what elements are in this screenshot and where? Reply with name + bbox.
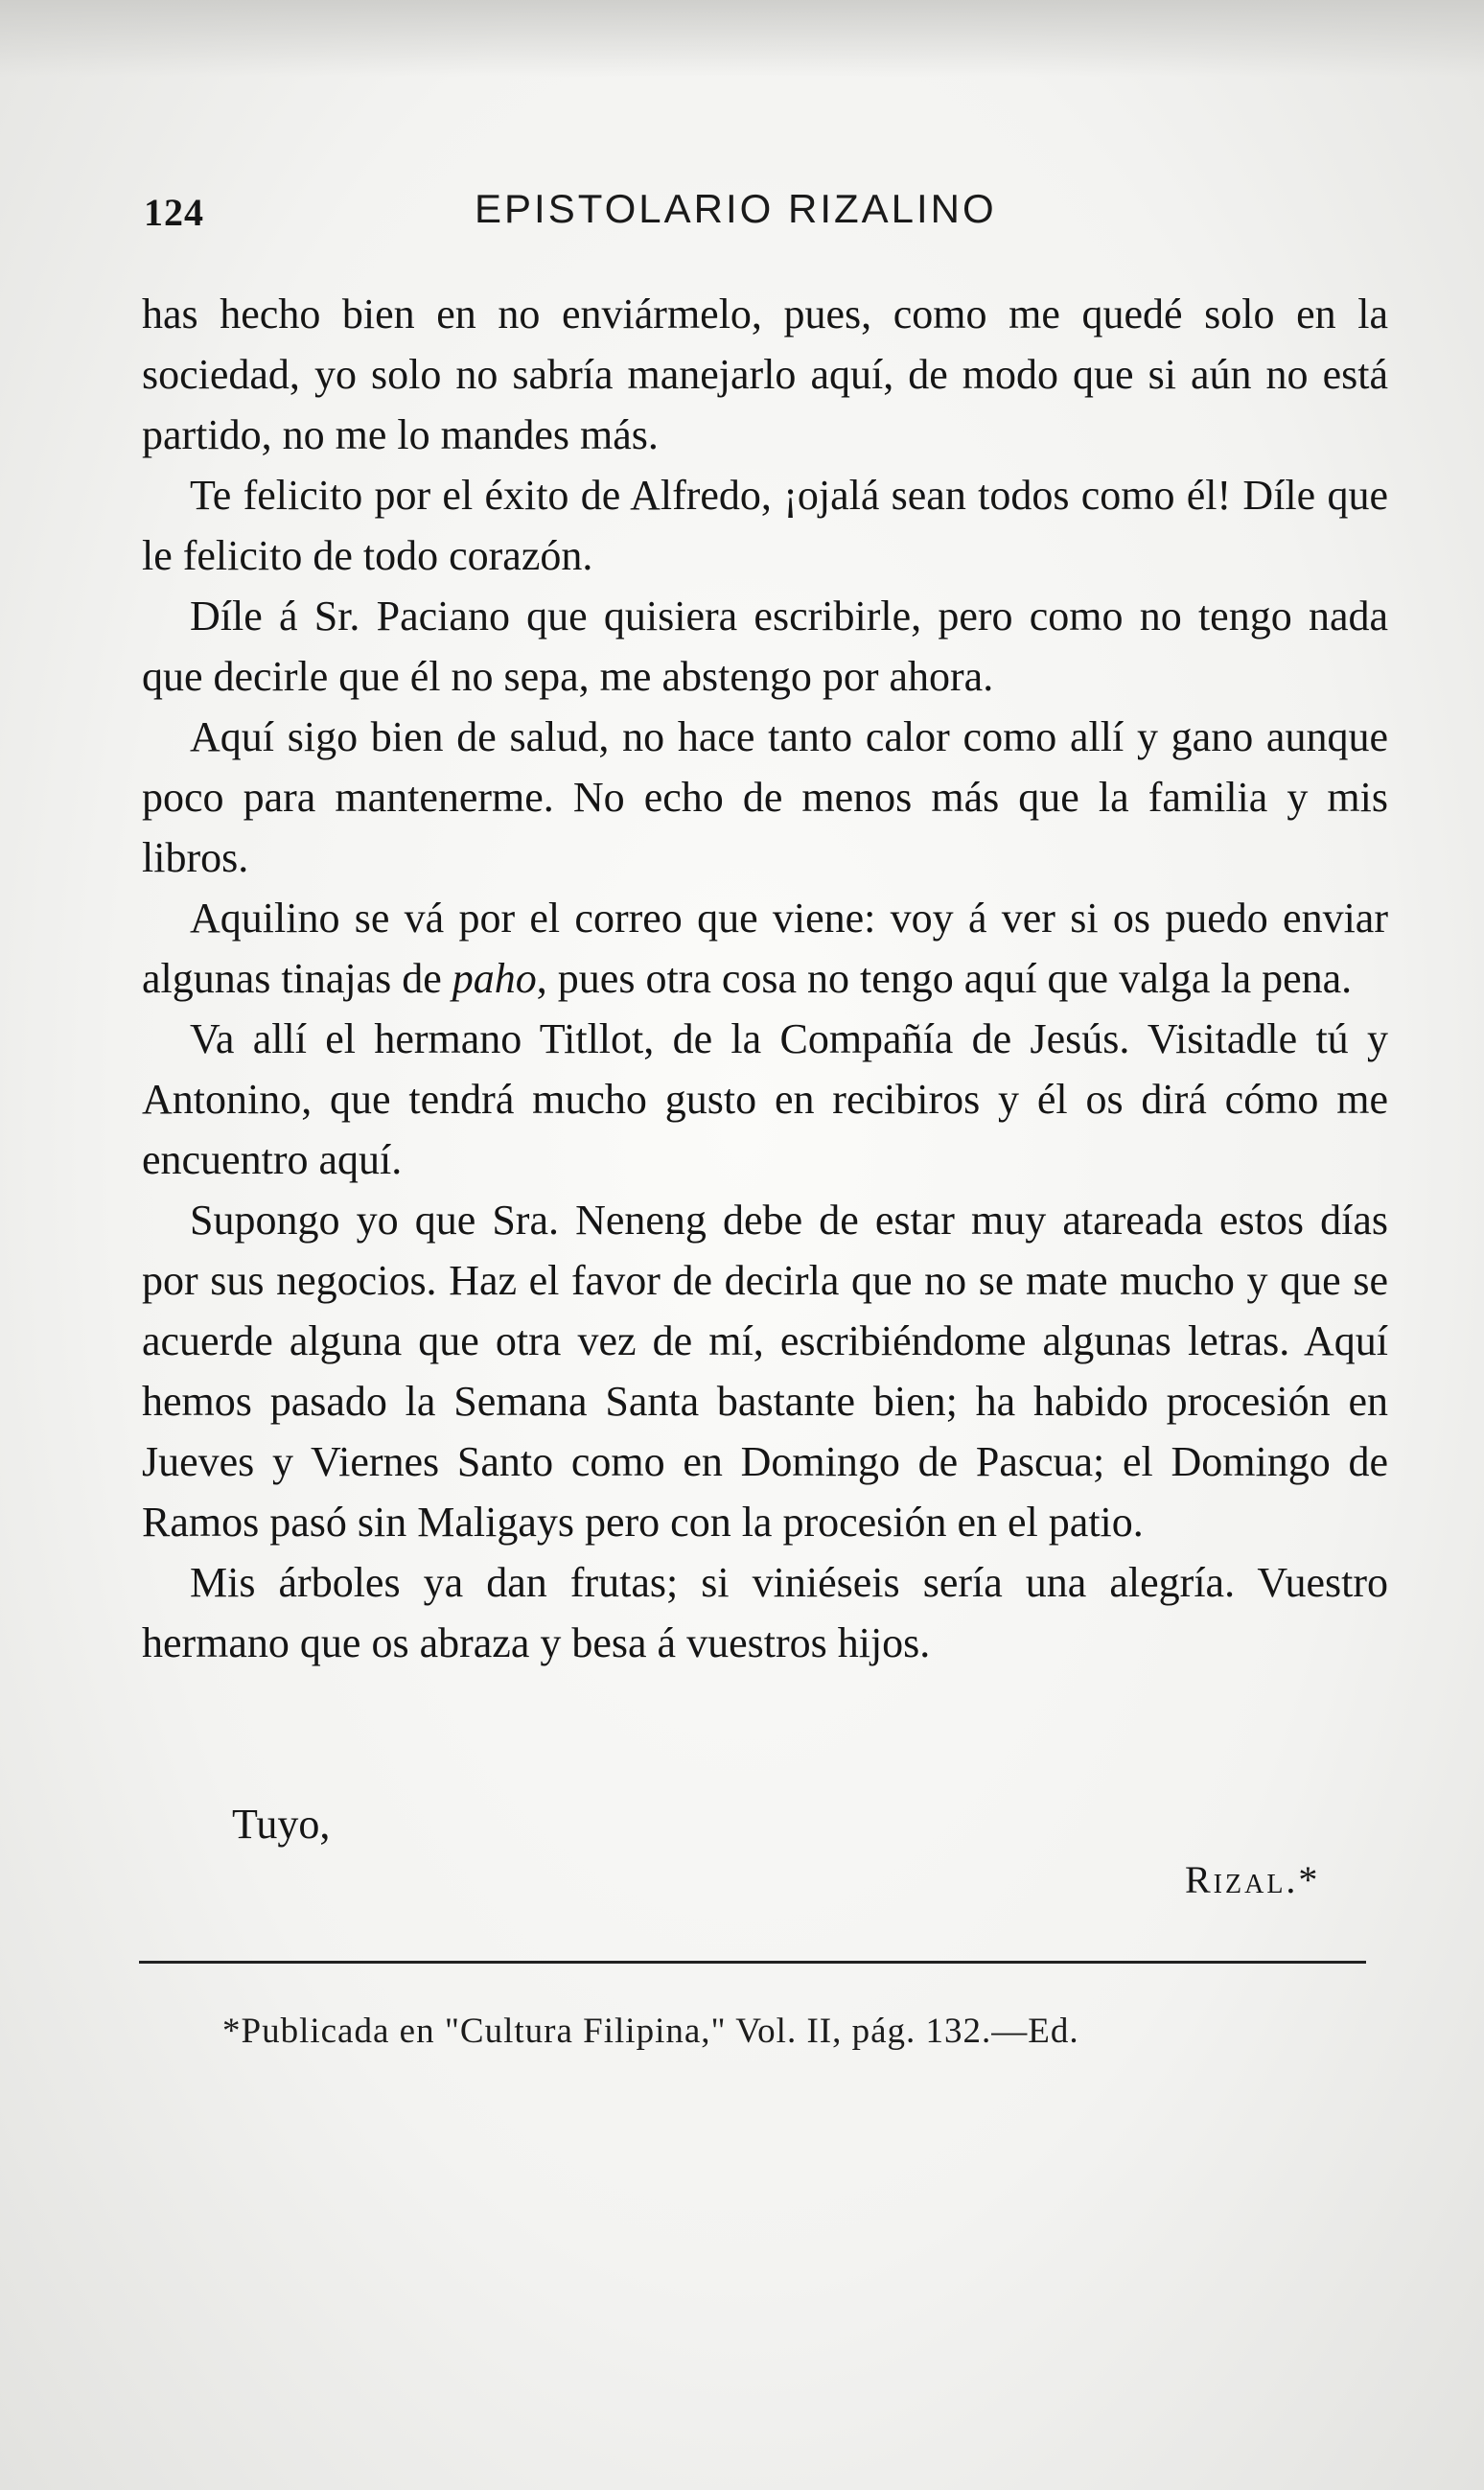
paragraph-1: has hecho bien en no enviármelo, pues, como me quedé solo en la sociedad, yo solo no sabría manejarlo aquí, de modo que si aún no está partido, no me lo mandes más. xyxy=(142,291,1388,458)
page-header xyxy=(144,182,1400,249)
footnote: *Publicada en "Cultura Filipina," Vol. II, pág. 132.—Ed. xyxy=(222,2012,1079,2051)
paragraph-4: Aquí sigo bien de salud, no hace tanto calor como allí y gano aunque poco para mantenerme. No echo de menos más que la familia y mis libros. xyxy=(142,713,1388,881)
paragraph-8: Mis árboles ya dan frutas; si viniéseis sería una alegría. Vuestro hermano que os abraza y besa á vuestros hijos. xyxy=(142,1559,1388,1666)
letter-signature: Rizal.* xyxy=(1185,1858,1321,1901)
paragraph-7: Supongo yo que Sra. Neneng debe de estar muy atareada estos días por sus negocios. Haz el favor de decirla que no se mate mucho y que se acuerde alguna que otra vez de mí, escribiéndome algunas letras. Aquí hemos pasado la Semana Santa bastante bien; ha habido procesión en Jueves y Viernes Santo como en Domingo de Pascua; el Domingo de Ramos pasó sin Maligays pero con la procesión en el patio. xyxy=(142,1197,1388,1546)
paragraph-5-italic-word: paho xyxy=(452,955,537,1002)
paragraph-2: Te felicito por el éxito de Alfredo, ¡ojalá sean todos como él! Díle que le felicito de todo corazón. xyxy=(142,472,1388,579)
page-top-shadow xyxy=(0,0,1484,77)
letter-closing: Tuyo, xyxy=(232,1801,331,1848)
paragraph-5-start: Aquilino se vá por el correo que viene: voy á ver si os puedo enviar algunas tinajas de xyxy=(142,895,1388,1002)
running-title: EPISTOLARIO RIZALINO xyxy=(475,186,997,231)
paragraph-3: Díle á Sr. Paciano que quisiera escribirle, pero como no tengo nada que decirle que él no sepa, me abstengo por ahora. xyxy=(142,593,1388,700)
paragraph-6: Va allí el hermano Titllot, de la Compañía de Jesús. Visitadle tú y Antonino, que tendrá mucho gusto en recibiros y él os dirá cómo me encuentro aquí. xyxy=(142,1015,1388,1183)
paragraph-5 xyxy=(142,888,1388,1009)
footnote-divider xyxy=(139,1961,1366,1964)
paragraph-5-end: , pues otra cosa no tengo aquí que valga la pena. xyxy=(536,955,1353,1002)
page-number: 124 xyxy=(144,191,204,234)
letter-body xyxy=(142,284,1388,1673)
